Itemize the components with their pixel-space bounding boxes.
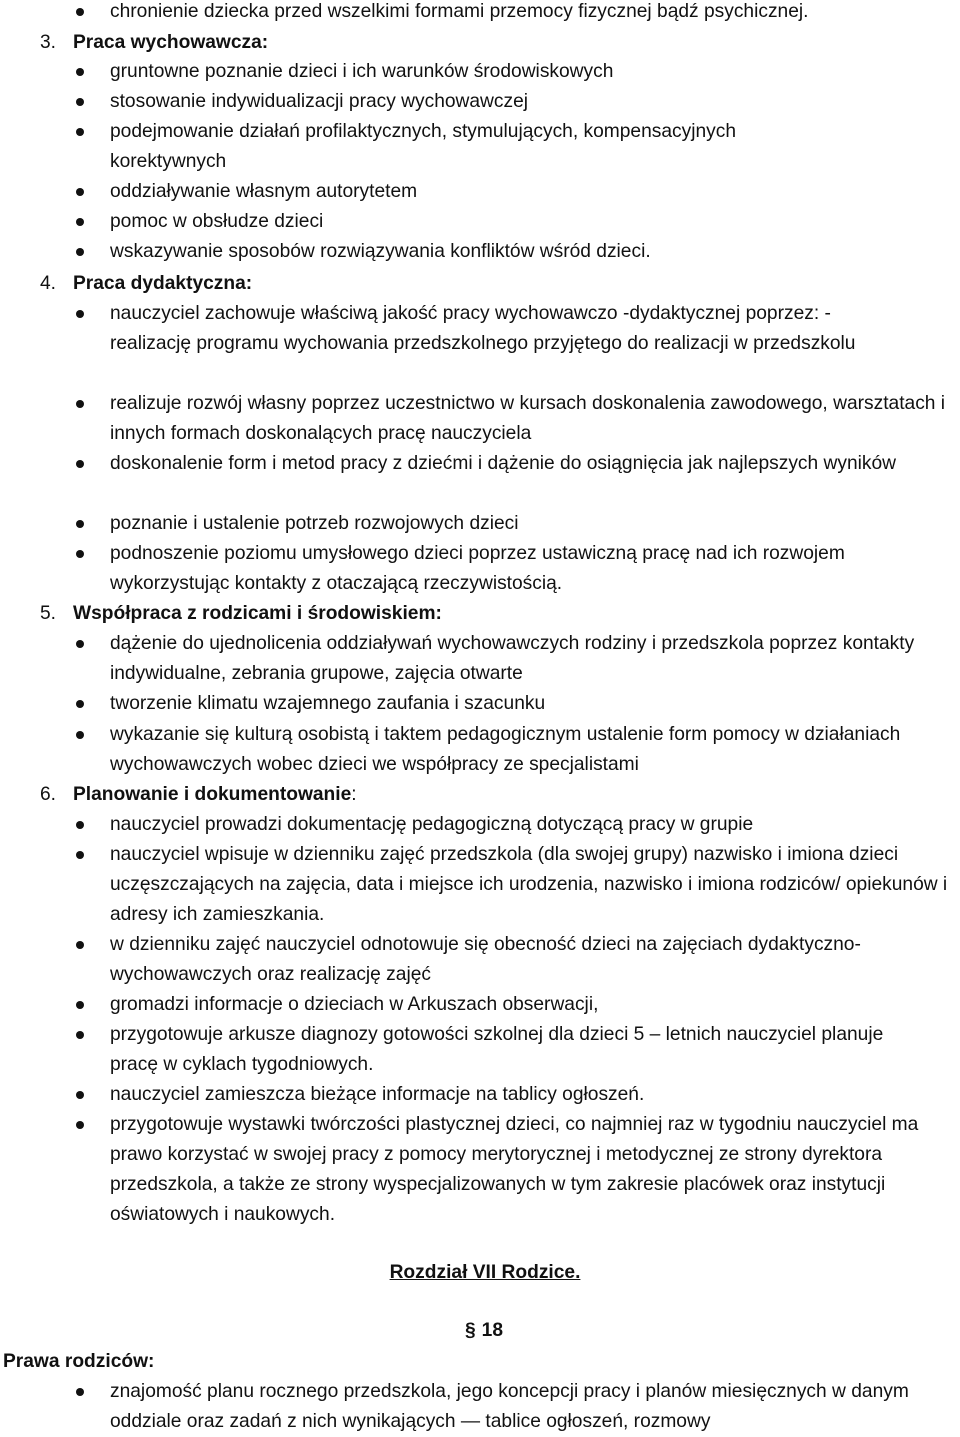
list-item-text: gruntowne poznanie dzieci i ich warunków środowiskowych: [110, 61, 614, 82]
section-number: 3.: [40, 32, 57, 53]
bullet-icon: [76, 700, 84, 708]
list-item-text: pomoc w obsłudze dzieci: [110, 211, 324, 232]
list-item-text: tworzenie klimatu wzajemnego zaufania i szacunku: [110, 693, 546, 714]
bullet-icon: [76, 731, 84, 739]
bullet-icon: [76, 1091, 84, 1099]
list-item-text: wskazywanie sposobów rozwiązywania konfliktów wśród dzieci.: [110, 241, 651, 262]
bullet-icon: [76, 248, 84, 256]
section-title: Planowanie i dokumentowanie: [73, 784, 352, 805]
list-item-text: doskonalenie form i metod pracy z dziećmi i dążenie do osiągnięcia jak najlepszych wyników: [110, 453, 897, 474]
list-item-text: znajomość planu rocznego przedszkola, jego koncepcji pracy i planów miesięcznych w danym oddziale oraz zadań z nich wynikających — tablice ogłoszeń, rozmowy: [110, 1381, 909, 1432]
list-item-text: stosowanie indywidualizacji pracy wychowawczej: [110, 91, 529, 112]
list-item-text: nauczyciel wpisuje w dzienniku zajęć przedszkola (dla swojej grupy) nazwisko i imiona dzieci uczęszczających na zajęcia, data i miejsce ich urodzenia, nazwisko i imiona rodziców/ opiekunów i adresy ich zamieszkania.: [110, 844, 948, 925]
section-heading: [40, 780, 940, 810]
section-number: 6.: [40, 784, 57, 805]
list-item-text: podejmowanie działań profilaktycznych, stymulujących, kompensacyjnych korektywnych: [110, 121, 737, 172]
paragraph-number: [465, 1316, 503, 1346]
list-item-text: nauczyciel zamieszcza bieżące informacje na tablicy ogłoszeń.: [110, 1084, 645, 1105]
bullet-icon: [76, 550, 84, 558]
bullet-icon: [76, 821, 84, 829]
bullet-icon: [76, 8, 84, 16]
section-heading: [40, 28, 940, 58]
bullet-icon: [76, 310, 84, 318]
bullet-icon: [76, 400, 84, 408]
bullet-icon: [76, 520, 84, 528]
section-number: 5.: [40, 603, 57, 624]
list-item-text: oddziaływanie własnym autorytetem: [110, 181, 418, 202]
section-title: Praca wychowawcza:: [73, 32, 269, 53]
bullet-icon: [76, 941, 84, 949]
list-item-text: przygotowuje arkusze diagnozy gotowości szkolnej dla dzieci 5 – letnich nauczyciel planuje pracę w cyklach tygodniowych.: [110, 1024, 884, 1075]
section-title-suffix: :: [351, 784, 357, 805]
list-item-text: realizuje rozwój własny poprzez uczestnictwo w kursach doskonalenia zawodowego, warsztatach i innych formach doskonalących pracę nauczyciela: [110, 393, 946, 444]
list-item-text: dążenie do ujednolicenia oddziaływań wychowawczych rodziny i przedszkola poprzez kontakty indywidualne, zebrania grupowe, zajęcia otwarte: [110, 633, 915, 684]
chapter-title: Rozdział VII Rodzice.: [389, 1262, 581, 1283]
section-number: 4.: [40, 273, 57, 294]
bullet-icon: [76, 851, 84, 859]
section-heading: [40, 269, 940, 299]
section-title: Praca dydaktyczna:: [73, 273, 253, 294]
section-heading: [40, 599, 940, 629]
list-item-text: wykazanie się kulturą osobistą i taktem pedagogicznym ustalenie form pomocy w działaniach wychowawczych wobec dzieci we współpracy ze specjalistami: [110, 724, 901, 775]
list-item-text: nauczyciel prowadzi dokumentację pedagogiczną dotyczącą pracy w grupie: [110, 814, 754, 835]
list-item-text: przygotowuje wystawki twórczości plastycznej dzieci, co najmniej raz w tygodniu nauczyciel ma prawo korzystać w swojej pracy z pomocy merytorycznej i metodycznej ze strony dyrektora przedszkola, a także ze strony wyspecjalizowanych w tym zakresie placówek oraz instytucji oświatowych i naukowych.: [110, 1114, 919, 1225]
list-item-text: poznanie i ustalenie potrzeb rozwojowych dzieci: [110, 513, 519, 534]
section-title: Współpraca z rodzicami i środowiskiem:: [73, 603, 442, 624]
bullet-icon: [76, 98, 84, 106]
list-item-text: chronienie dziecka przed wszelkimi formami przemocy fizycznej bądź psychicznej.: [110, 1, 809, 22]
paragraph-number-value: 18: [481, 1320, 504, 1341]
subsection-title: Prawa rodziców:: [3, 1351, 155, 1372]
bullet-icon: [76, 218, 84, 226]
bullet-icon: [76, 1121, 84, 1129]
list-item-text: podnoszenie poziomu umysłowego dzieci poprzez ustawiczną pracę nad ich rozwojem wykorzystując kontakty z otaczającą rzeczywistością.: [110, 543, 845, 594]
list-item-text: gromadzi informacje o dzieciach w Arkuszach obserwacji,: [110, 994, 599, 1015]
bullet-icon: [76, 1031, 84, 1039]
list-item-text: w dzienniku zajęć nauczyciel odnotowuje się obecność dzieci na zajęciach dydaktyczno-wychowawczych oraz realizację zajęć: [110, 934, 861, 985]
section-sign-icon: §: [465, 1320, 476, 1341]
bullet-icon: [76, 640, 84, 648]
list-item-text: nauczyciel zachowuje właściwą jakość pracy wychowawczo -dydaktycznej poprzez: - realizację programu wychowania przedszkolnego przyjętego do realizacji w przedszkolu: [110, 303, 856, 354]
bullet-icon: [76, 188, 84, 196]
bullet-icon: [76, 68, 84, 76]
bullet-icon: [76, 460, 84, 468]
bullet-icon: [76, 1388, 84, 1396]
bullet-icon: [76, 128, 84, 136]
bullet-icon: [76, 1001, 84, 1009]
